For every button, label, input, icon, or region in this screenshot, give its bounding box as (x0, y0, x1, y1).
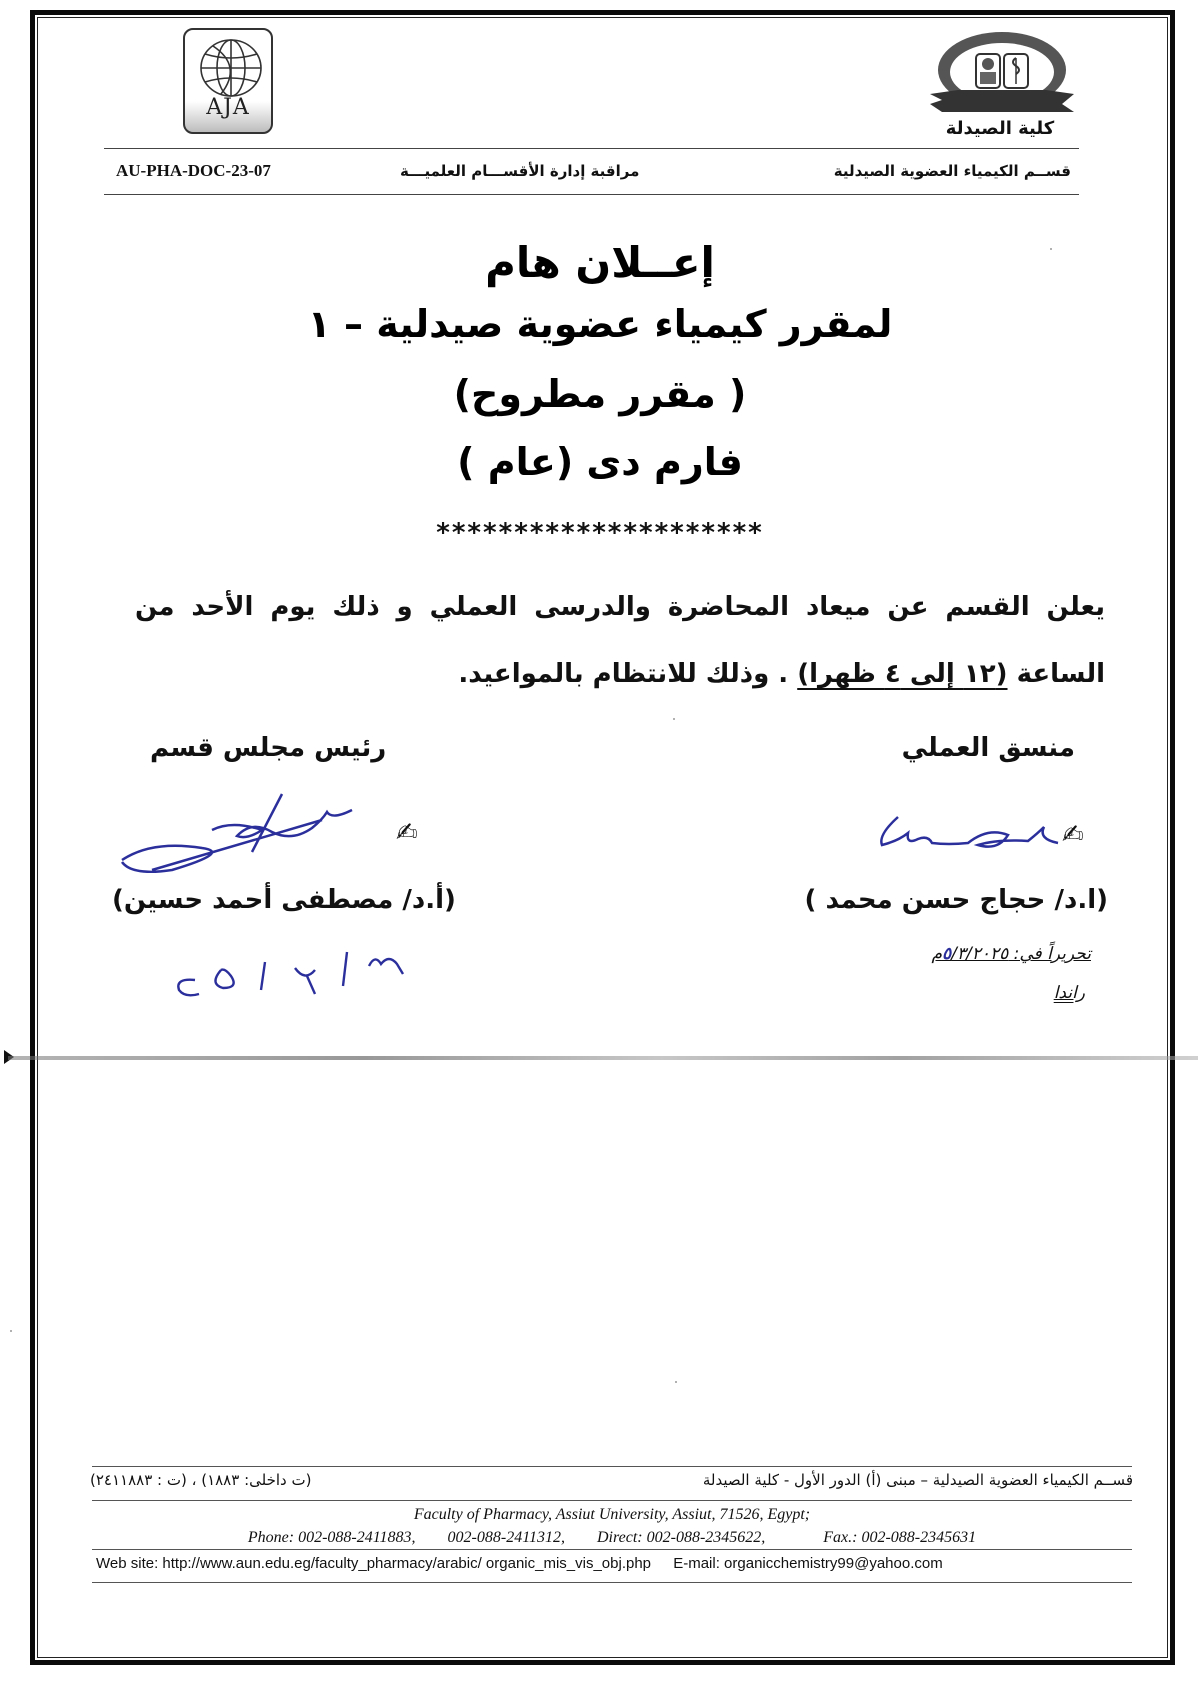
department-name: قســم الكيمياء العضوية الصيدلية (833, 162, 1071, 180)
pen-icon: ✍ (396, 818, 418, 848)
footer-fax: Fax.: 002-088-2345631 (823, 1529, 977, 1546)
footer-phone: Phone: 002-088-2411883, (247, 1529, 416, 1546)
issue-date-day: ٥ (941, 944, 952, 964)
footer-web (96, 1555, 961, 1572)
stars-separator: ********************* (436, 518, 764, 548)
footer-rule-bottom (92, 1582, 1132, 1583)
footer-rule-top (92, 1466, 1132, 1467)
header-center-label: مراقبة إدارة الأقســـام العلميـــة (400, 162, 640, 180)
head-of-department-name: (أ.د/ مصطفى أحمد حسين) (112, 885, 456, 915)
issue-date-rest: /٣/٢٠٢٥م (931, 944, 1009, 964)
footer-direct: Direct: 002-088-2345622, (597, 1529, 766, 1546)
aja-logo-text: AJA (206, 95, 250, 120)
announcement-title: إعــلان هام (485, 238, 715, 287)
issue-date-label: تحريراً في: (1008, 944, 1091, 964)
scan-speck (10, 1330, 12, 1332)
coordinator-signature (868, 805, 1068, 865)
footer-email-link[interactable]: E-mail: organicchemistry99@yahoo.com (673, 1555, 943, 1572)
course-type: ( مقرر مطروح) (453, 372, 747, 416)
body-time: (١٢ إلى ٤ ظهرا) (797, 659, 1008, 689)
faculty-name: كلية الصيدلة (945, 118, 1055, 139)
aja-logo (183, 28, 273, 134)
footer-rule-mid (92, 1500, 1132, 1501)
header-rule (104, 148, 1079, 149)
announcement-body (135, 574, 1105, 708)
footer-address-en: Faculty of Pharmacy, Assiut University, Assiut, 71526, Egypt; (413, 1506, 811, 1523)
document-code: AU-PHA-DOC-23-07 (116, 161, 271, 180)
body-part-1: يعلن القسم عن ميعاد المحاضرة والدرسى العملي و ذلك يوم الأحد من الساعة (135, 592, 1105, 689)
head-signature (112, 790, 372, 880)
pen-icon: ✍ (1062, 820, 1084, 850)
footer-arabic-address: قســم الكيمياء العضوية الصيدلية – مبنى (أ) الدور الأول - كلية الصيدلة (702, 1471, 1133, 1489)
handwritten-date (165, 940, 425, 1000)
issue-date (931, 944, 1091, 964)
footer-phones-en (92, 1529, 1132, 1547)
program-name: فارم دى (عام ) (457, 440, 743, 484)
footer-rule-lower (92, 1549, 1132, 1550)
coordinator-role: منسق العملي (901, 733, 1075, 763)
head-of-department-role: رئيس مجلس قسم (150, 733, 387, 763)
scan-speck (1050, 248, 1052, 250)
scan-speck (673, 718, 675, 720)
course-name: لمقرر كيمياء عضوية صيدلية – ١ (307, 302, 893, 346)
faculty-logo (922, 28, 1082, 118)
typist-name: راندا (1053, 983, 1085, 1003)
footer-phone-2: 002-088-2411312, (447, 1529, 565, 1546)
footer-arabic-phones: (ت داخلى: ١٨٨٣) ، (ت : ٢٤١١٨٨٣) (90, 1471, 312, 1489)
footer-website-link[interactable]: Web site: http://www.aun.edu.eg/faculty_pharmacy/arabic/ organic_mis_vis_obj.php (96, 1555, 652, 1572)
scan-fold-line (8, 1056, 1198, 1060)
header-rule-bottom (104, 194, 1079, 195)
globe-icon (191, 36, 267, 100)
coordinator-name: (ا.د/ حجاج حسن محمد ) (804, 885, 1108, 915)
body-part-2: . وذلك للانتظام بالمواعيد. (458, 659, 798, 689)
scan-speck (675, 1381, 677, 1383)
